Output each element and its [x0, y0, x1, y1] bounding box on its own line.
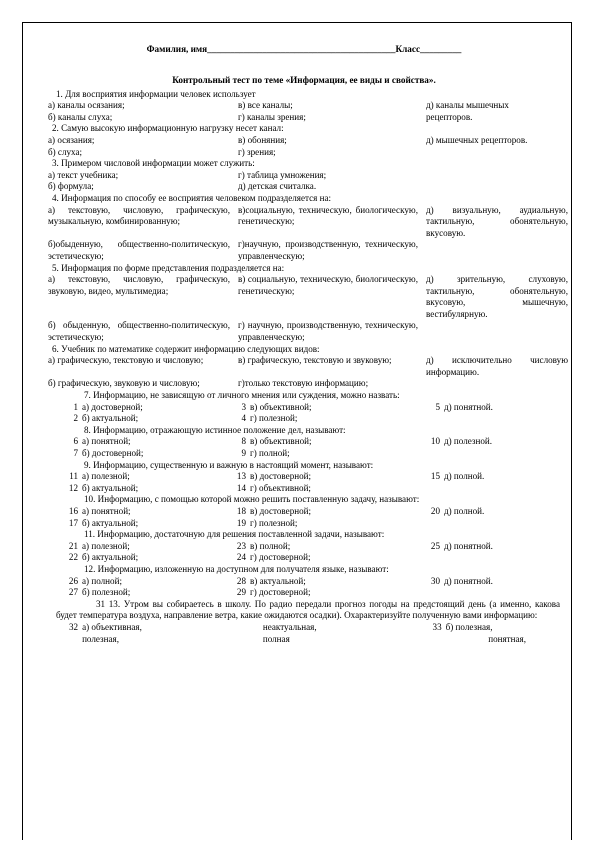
- answer-option: д) понятной.: [444, 540, 493, 551]
- question-text: 8. Информацию, отражающую истинное положение дел, называют:: [84, 424, 346, 435]
- question-text: 1. Для восприятия информации человек использует: [56, 88, 256, 99]
- question-text: 6. Учебник по математике содержит информацию следующих видов:: [52, 343, 320, 354]
- answer-option: [444, 587, 514, 599]
- options-table: [48, 135, 568, 158]
- answer-option: д) каналы мышечных: [426, 100, 509, 111]
- answer-option: а) полезной;: [82, 540, 130, 551]
- answer-option: г) достоверной;: [250, 587, 311, 598]
- answer-number: 28: [236, 575, 246, 586]
- answer-number: 32: [68, 621, 79, 632]
- question-text: 7. Информацию, не зависящую от личного мнения или суждения, можно назвать:: [84, 390, 400, 401]
- answer-number: 15: [430, 471, 440, 482]
- answer-option: б) актуальной;: [82, 482, 139, 493]
- answer-option: [444, 483, 514, 495]
- answer-option: г) научную, производственную, техническую, управленческую;: [238, 320, 418, 343]
- answer-number: 16: [68, 505, 78, 516]
- answer-option: д) полной.: [444, 471, 485, 482]
- answer-option: б) актуальной;: [82, 552, 139, 563]
- answer-number: 14: [236, 482, 246, 493]
- answer-number: 1: [73, 401, 78, 412]
- question-13: [56, 599, 560, 622]
- numbered-answers-block: [48, 390, 560, 599]
- answer-option: г) зрения;: [238, 146, 276, 157]
- answer-number: 25: [430, 540, 440, 551]
- answer-option: понятная,: [488, 633, 526, 644]
- answer-option: в) обоняния;: [238, 134, 287, 145]
- multiple-choice-block: [48, 88, 568, 390]
- answer-option: д) полезной.: [444, 436, 493, 447]
- answer-option: д) понятной.: [444, 401, 493, 412]
- answer-option: в) социальную, техническую, биологическую, генетическую;: [238, 274, 418, 296]
- answer-number: 7: [73, 448, 78, 458]
- answer-option: б) графическую, звуковую и числовую;: [48, 378, 200, 389]
- answer-option: в) все каналы;: [238, 100, 293, 111]
- answer-option: б) обыденную, общественно-политическую, эстетическую;: [48, 320, 230, 343]
- answer-option: д) понятной.: [444, 575, 493, 586]
- answer-number: 33: [432, 621, 442, 632]
- answer-option: полная: [262, 633, 290, 644]
- answer-number: [410, 413, 444, 425]
- answer-option: г)научную, производственную, техническую, управленческую;: [238, 239, 418, 261]
- answer-option: [426, 147, 568, 159]
- document: [48, 40, 568, 645]
- answer-option: а) понятной;: [82, 436, 131, 447]
- answer-option: а) графическую, текстовую и числовую;: [48, 355, 204, 366]
- answer-option: [444, 518, 514, 530]
- question-text: 10. Информацию, с помощью которой можно решить поставленную задачу, называют:: [84, 494, 420, 505]
- answer-number: 11: [69, 471, 78, 482]
- answer-number: 13: [236, 471, 246, 482]
- answer-option: [444, 413, 514, 425]
- answer-option: рецепторов.: [426, 111, 473, 122]
- answer-option: [426, 181, 568, 193]
- options-table: [66, 576, 514, 599]
- answer-option: полезная,: [82, 633, 119, 644]
- question-text: 12. Информацию, изложенную на доступном для получателя языке, называют:: [84, 563, 389, 574]
- answer-number: 2: [73, 413, 78, 424]
- answer-number: 9: [241, 448, 246, 458]
- answer-option: г) полной;: [250, 448, 290, 458]
- answer-option: неактуальная,: [262, 621, 317, 632]
- answer-option: а) полной;: [82, 575, 122, 586]
- answer-option: в) достоверной;: [250, 505, 312, 516]
- answer-option: г) полезной;: [250, 413, 298, 424]
- answer-option: б) формула;: [48, 181, 94, 192]
- answer-number: 21: [68, 540, 78, 551]
- answer-option: б) актуальной;: [82, 413, 139, 424]
- answer-number: 10: [430, 436, 440, 447]
- answer-option: [426, 378, 568, 390]
- answer-option: б) полезной;: [82, 587, 131, 598]
- answer-number: 5: [435, 401, 440, 412]
- answer-option: в)социальную, техническую, биологическую, генетическую;: [238, 204, 418, 227]
- answer-number: 27: [68, 587, 78, 598]
- answer-number: [410, 587, 444, 599]
- answer-option: [444, 552, 514, 564]
- answer-option: в) графическую, текстовую и звуковую;: [238, 355, 392, 366]
- answer-option: б) каналы слуха;: [48, 111, 113, 122]
- answer-option: г) полезной;: [250, 517, 298, 528]
- answer-option: а) каналы осязания;: [48, 100, 125, 111]
- answer-option: б)обыденную, общественно-политическую, эстетическую;: [48, 239, 230, 261]
- answer-option: г) достоверной;: [250, 552, 311, 563]
- answer-number: 24: [236, 552, 246, 563]
- question-text: 9. Информацию, существенную и важную в настоящий момент, называют:: [84, 459, 374, 470]
- answer-option: а) достоверной;: [82, 401, 143, 412]
- answer-option: б) полезная,: [445, 621, 493, 632]
- answer-option: а) полезной;: [82, 471, 130, 482]
- answer-option: д) детская считалка.: [238, 181, 317, 192]
- answer-option: в) достоверной;: [250, 471, 312, 482]
- answer-option: д) полной.: [444, 505, 485, 516]
- question-13-text: 13. Утром вы собираетесь в школу. По радио передали прогноз погоды на предстоящий день (а именно, какова будет температура воздуха, направление ветра, какие ожидаются осадки). Охарактеризуйте полученную вами информацию:: [56, 598, 560, 621]
- options-table: [66, 402, 514, 425]
- answer-option: а) осязания;: [48, 134, 95, 145]
- answer-number: [410, 483, 444, 495]
- question-13-options: [66, 622, 526, 645]
- answer-option: в) объективной;: [250, 401, 312, 412]
- answer-option: в) актуальной;: [250, 575, 306, 586]
- question-text: 5. Информация по форме представления подразделяется на:: [52, 262, 285, 273]
- answer-option: г) каналы зрения;: [238, 111, 306, 122]
- options-table: [66, 436, 514, 459]
- answer-number: 3: [241, 401, 246, 412]
- answer-number: 22: [68, 552, 78, 563]
- answer-option: в) полной;: [250, 540, 291, 551]
- question-text: 3. Примером числовой информации может служить:: [52, 158, 255, 169]
- options-table: [48, 205, 568, 263]
- answer-option: а) текст учебника;: [48, 169, 119, 180]
- options-table: [48, 100, 568, 123]
- question-13-number: 31: [96, 598, 106, 609]
- answer-number: 19: [236, 517, 246, 528]
- answer-number: 6: [73, 436, 78, 447]
- answer-option: д) визуальную, аудиальную, тактильную, обонятельную, вкусовую.: [426, 204, 568, 238]
- options-table: [66, 541, 514, 564]
- answer-option: б) актуальной;: [82, 517, 139, 528]
- options-table: [48, 170, 568, 193]
- answer-number: 17: [68, 517, 78, 528]
- answer-number: 29: [236, 587, 246, 598]
- document-title: Контрольный тест по теме «Информация, ее виды и свойства».: [172, 75, 436, 85]
- question-text: 11. Информацию, достаточную для решения поставленной задачи, называют:: [84, 529, 385, 540]
- answer-number: [410, 518, 444, 530]
- answer-option: а) текстовую, числовую, графическую, музыкальную, комбинированную;: [48, 204, 230, 227]
- question-text: 2. Самую высокую информационную нагрузку несет канал:: [52, 123, 284, 134]
- answer-number: 18: [236, 505, 246, 516]
- answer-option: г) таблица умножения;: [238, 169, 327, 180]
- answer-number: 4: [241, 413, 246, 424]
- answer-option: [426, 170, 568, 182]
- answer-number: 30: [430, 575, 440, 586]
- answer-number: [410, 448, 444, 460]
- answer-number: 12: [68, 482, 78, 493]
- answer-option: д) зрительную, слуховую, тактильную, обонятельную, вкусовую, мышечную, вестибулярную.: [426, 274, 568, 319]
- question-text: 4. Информация по способу ее восприятия человеком подразделяется на:: [52, 192, 332, 203]
- answer-number: 20: [430, 505, 440, 516]
- options-table: [48, 355, 568, 390]
- answer-number: [410, 552, 444, 564]
- answer-option: в) объективной;: [250, 436, 312, 447]
- answer-option: д) исключительно числовую информацию.: [426, 355, 568, 377]
- answer-option: [426, 239, 568, 262]
- answer-option: а) текстовую, числовую, графическую, звуковую, видео, мультимедиа;: [48, 274, 230, 296]
- answer-option: а) понятной;: [82, 505, 131, 516]
- answer-option: б) достоверной;: [82, 448, 144, 458]
- answer-number: 26: [68, 575, 78, 586]
- answer-option: [426, 320, 568, 343]
- answer-option: [444, 448, 514, 460]
- answer-number: 8: [241, 436, 246, 447]
- answer-number: 23: [236, 540, 246, 551]
- answer-option: д) мышечных рецепторов.: [426, 134, 528, 145]
- options-table: [66, 471, 514, 494]
- answer-option: г) объективной;: [250, 482, 311, 493]
- answer-option: б) слуха;: [48, 146, 83, 157]
- answer-option: г)только текстовую информацию;: [238, 378, 369, 389]
- options-table: [66, 506, 514, 529]
- student-header: Фамилия, имя_________________________________________Класс_________: [146, 44, 462, 54]
- answer-option: а) объективная,: [82, 621, 142, 632]
- options-table: [48, 274, 568, 344]
